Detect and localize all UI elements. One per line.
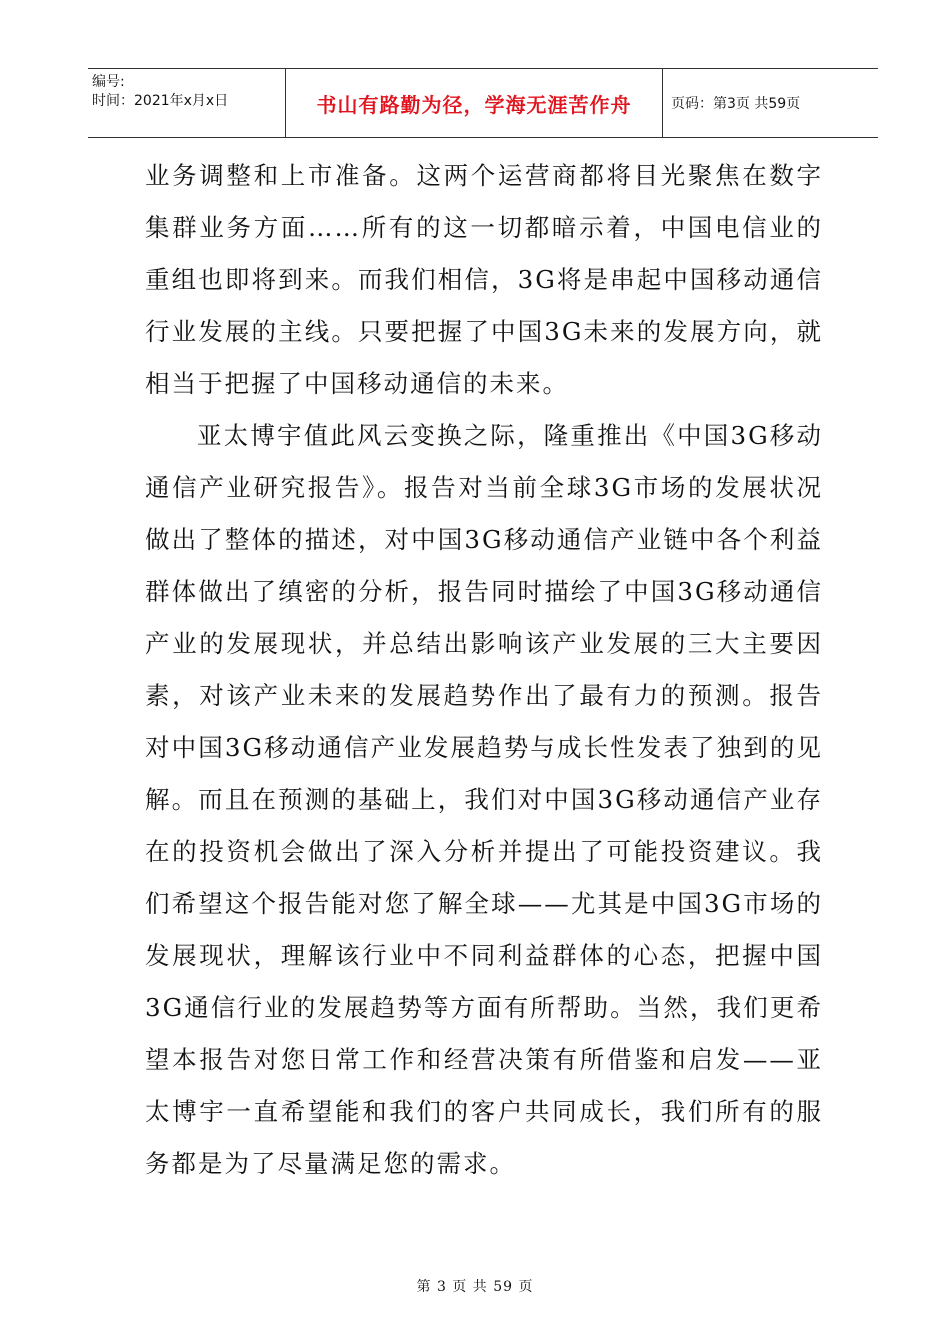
document-body xyxy=(145,150,823,1190)
paragraph-report-intro: 亚太博宇值此风云变换之际，隆重推出《中国3G移动通信产业研究报告》。报告对当前全球3G市场的发展状况做出了整体的描述，对中国3G移动通信产业链中各个利益群体做出了缜密的分析，报告同时描绘了中国3G移动通信产业的发展现状，并总结出影响该产业发展的三大主要因素，对该产业未来的发展趋势作出了最有力的预测。报告对中国3G移动通信产业发展趋势与成长性发表了独到的见解。而且在预测的基础上，我们对中国3G移动通信产业存在的投资机会做出了深入分析并提出了可能投资建议。我们希望这个报告能对您了解全球——尤其是中国3G市场的发展现状，理解该行业中不同利益群体的心态，把握中国3G通信行业的发展趋势等方面有所帮助。当然，我们更希望本报告对您日常工作和经营决策有所借鉴和启发——亚太博宇一直希望能和我们的客户共同成长，我们所有的服务都是为了尽量满足您的需求。 xyxy=(145,421,823,1178)
paragraph-continued: 业务调整和上市准备。这两个运营商都将目光聚焦在数字集群业务方面……所有的这一切都暗示着，中国电信业的重组也即将到来。而我们相信，3G将是串起中国移动通信行业发展的主线。只要把握了中国3G未来的发展方向，就相当于把握了中国移动通信的未来。 xyxy=(145,161,823,398)
page-footer: 第 3 页 共 59 页 xyxy=(416,1279,534,1295)
header-meta xyxy=(88,69,286,137)
serial-label: 编号: xyxy=(92,74,125,90)
header-motto: 书山有路勤为径，学海无涯苦作舟 xyxy=(286,69,663,137)
header-page-info: 页码：第3页 共59页 xyxy=(671,96,801,112)
time-label: 时间：2021年x月x日 xyxy=(92,93,229,109)
page-header xyxy=(88,68,878,138)
